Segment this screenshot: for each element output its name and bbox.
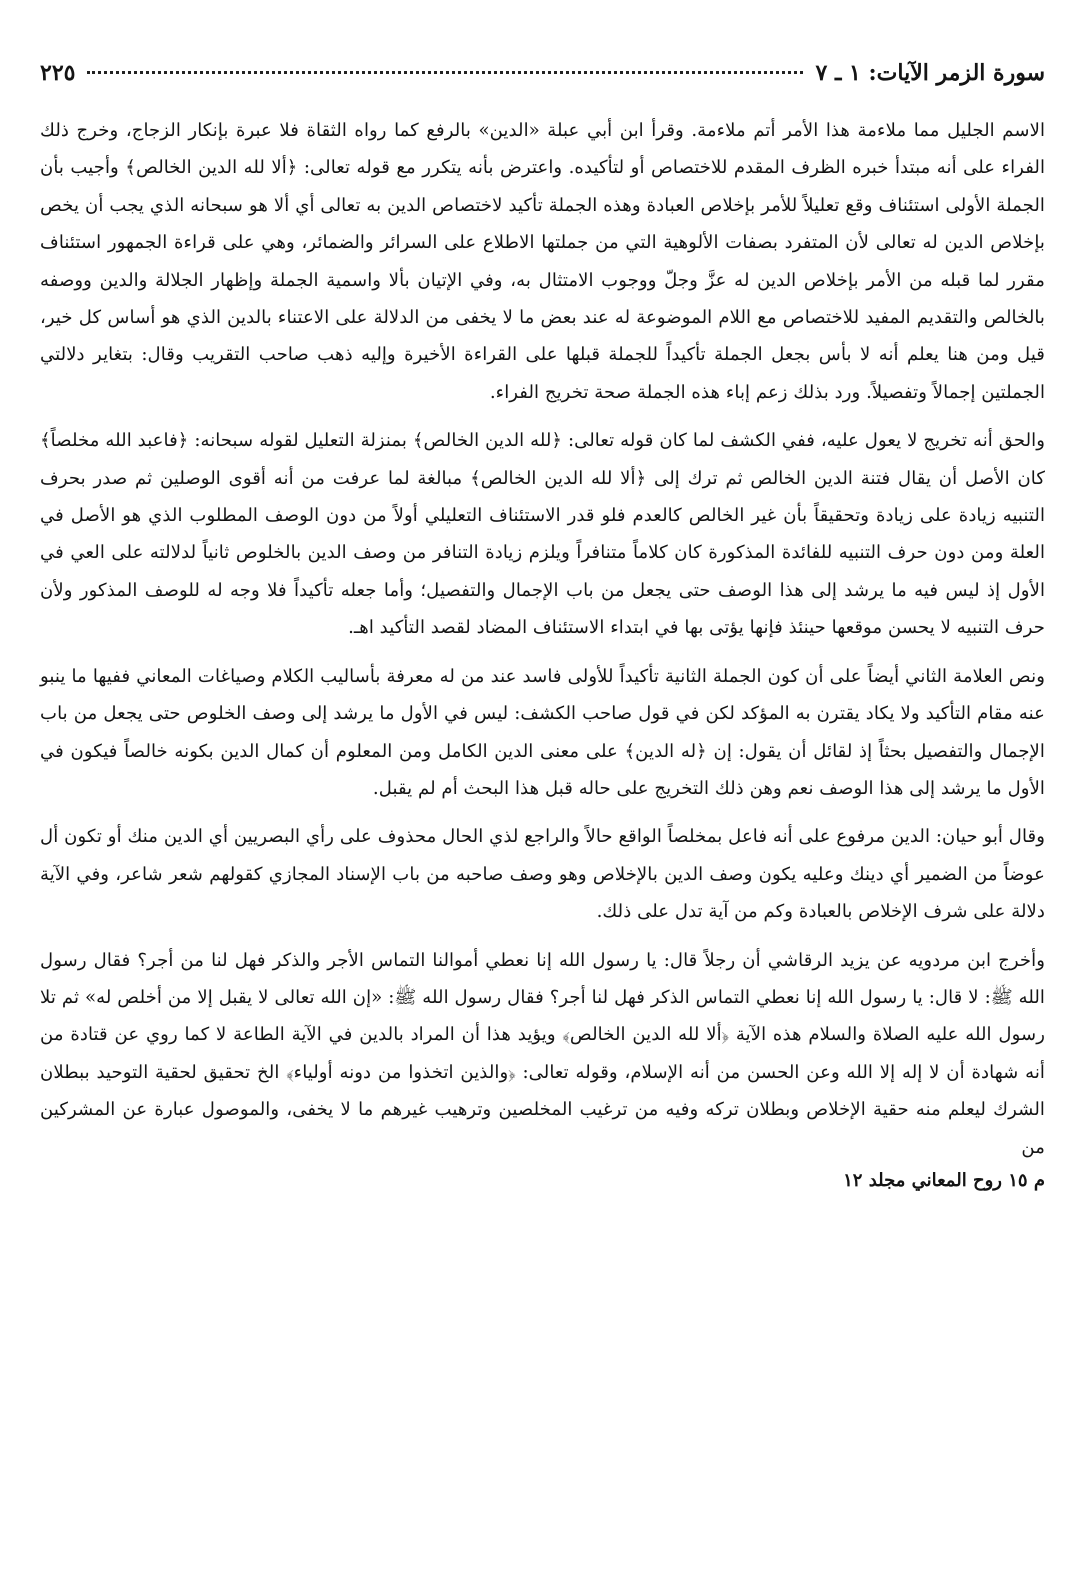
paragraph-1: الاسم الجليل مما ملاءمة هذا الأمر أتم ملاءمة. وقرأ ابن أبي عبلة «الدين» بالرفع كما رواه الثقاة فلا عبرة بإنكار الزجاج، وخرج ذلك الفراء على أنه مبتدأ خبره الظرف المقدم للاختصاص أو لتأكيده. واعترض بأنه يتكرر مع قوله تعالى: ﴿ألا لله الدين الخالص﴾ وأجيب بأن الجملة الأولى استئناف وقع تعليلاً للأمر بإخلاص العبادة وهذه الجملة تأكيد لاختصاص الدين به تعالى أي ألا هو سبحانه الذي يجب أن يخص بإخلاص الدين له تعالى لأن المتفرد بصفات الألوهية التي من جملتها الاطلاع على السرائر والضمائر، وهي على قراءة الجمهور استئناف مقرر لما قبله من الأمر بإخلاص الدين له عزَّ وجلّ ووجوب الامتثال به، وفي الإتيان بألا واسمية الجملة وإظهار الجلالة والدين ووصفه بالخالص والتقديم المفيد للاختصاص مع اللام الموضوعة له عند بعض ما لا يخفى من الدلالة على الاعتناء بالدين الذي هو أساس كل خير، قيل ومن هنا يعلم أنه لا بأس بجعل الجملة تأكيداً للجملة قبلها على القراءة الأخيرة وإليه ذهب صاحب التقريب وقال: بتغاير دلالتي الجملتين إجمالاً وتفصيلاً. ورد بذلك زعم إباء هذه الجملة صحة تخريج الفراء. bbox=[40, 120, 1045, 403]
paragraph-2: والحق أنه تخريج لا يعول عليه، ففي الكشف لما كان قوله تعالى: ﴿لله الدين الخالص﴾ بمنزلة التعليل لقوله سبحانه: ﴿فاعبد الله مخلصاً﴾ كان الأصل أن يقال فتنة الدين الخالص ثم ترك إلى ﴿ألا لله الدين الخالص﴾ مبالغة لما عرفت من أنه أقوى الوصلين ثم صدر بحرف التنبيه زيادة على زيادة وتحقيقاً بأن غير الخالص كالعدم فلو قدر الاستئناف التعليلي أولاً من دون الوصف المطلوب الذي هو الأصل في العلة ومن دون حرف التنبيه للفائدة المذكورة كان كلاماً متنافراً ويلزم زيادة التنافر من وصف الدين بالخلوص ثانياً لدلالته على العي في الأول إذ ليس فيه ما يرشد إلى هذا الوصف حتى يجعل من باب الإجمال والتفصيل؛ وأما جعله تأكيداً فلا وجه له للوصف المذكور ولأن حرف التنبيه لا يحسن موقعها حينئذ فإنها يؤتى بها في ابتداء الاستئناف المضاد لقصد التأكيد اهـ. bbox=[40, 430, 1045, 639]
dotted-leader bbox=[87, 71, 803, 74]
paragraph-5: وأخرج ابن مردويه عن يزيد الرقاشي أن رجلاً قال: يا رسول الله إنا نعطي أموالنا التماس الأجر والذكر فهل لنا من أجر؟ فقال رسول الله ﷺ: لا قال: يا رسول الله إنا نعطي التماس الذكر فهل لنا أجر؟ فقال رسول الله ﷺ: «إن الله تعالى لا يقبل إلا من أخلص له» ثم تلا رسول الله عليه الصلاة والسلام هذه الآية ﴿ألا لله الدين الخالص﴾ ويؤيد هذا أن المراد بالدين في الآية الطاعة لا كما روي عن قتادة من أنه شهادة أن لا إله إلا الله وعن الحسن من أنه الإسلام، وقوله تعالى: ﴿والذين اتخذوا من دونه أولياء﴾ الخ تحقيق لحقية التوحيد ببطلان الشرك ليعلم منه حقية الإخلاص وبطلان تركه وفيه من ترغيب المخلصين وترهيب غيرهم ما لا يخفى، والموصول عبارة عن المشركين من bbox=[40, 949, 1045, 1158]
chapter-title: سورة الزمر الآيات: ١ ـ ٧ bbox=[815, 60, 1045, 86]
body-text bbox=[40, 112, 1045, 1166]
signature-mark: م ١٥ روح المعاني مجلد ١٢ bbox=[843, 1169, 1045, 1191]
page-number: ٢٢٥ bbox=[40, 60, 76, 86]
paragraph-3: ونص العلامة الثاني أيضاً على أن كون الجملة الثانية تأكيداً للأولى فاسد عند من له معرفة بأساليب الكلام وصياغات المعاني ففيها ما ينبو عنه مقام التأكيد ولا يكاد يقترن به المؤكد لكن في قول صاحب الكشف: ليس في الأول ما يرشد إلى وصف الخلوص حتى يجعل من باب الإجمال والتفصيل بحثاً إذ لقائل أن يقول: إن ﴿له الدين﴾ على معنى الدين الكامل ومن المعلوم أن كمال الدين بكونه خالصاً فيكون في الأول ما يرشد إلى هذا الوصف نعم وهن ذلك التخريج على حاله قبل هذا البحث أم لم يقبل. bbox=[40, 665, 1045, 799]
paragraph-4: وقال أبو حيان: الدين مرفوع على أنه فاعل بمخلصاً الواقع حالاً والراجع لذي الحال محذوف على رأي البصريين أي الدين منك أو تكون أل عوضاً من الضمير أي دينك وعليه يكون وصف الدين بالإخلاص وهو وصف صاحبه من باب الإسناد المجازي كقولهم شعر شاعر، وفي الآية دلالة على شرف الإخلاص بالعبادة وكم من آية تدل على ذلك. bbox=[40, 826, 1045, 923]
running-header bbox=[40, 60, 1045, 112]
book-page bbox=[40, 60, 1045, 1191]
